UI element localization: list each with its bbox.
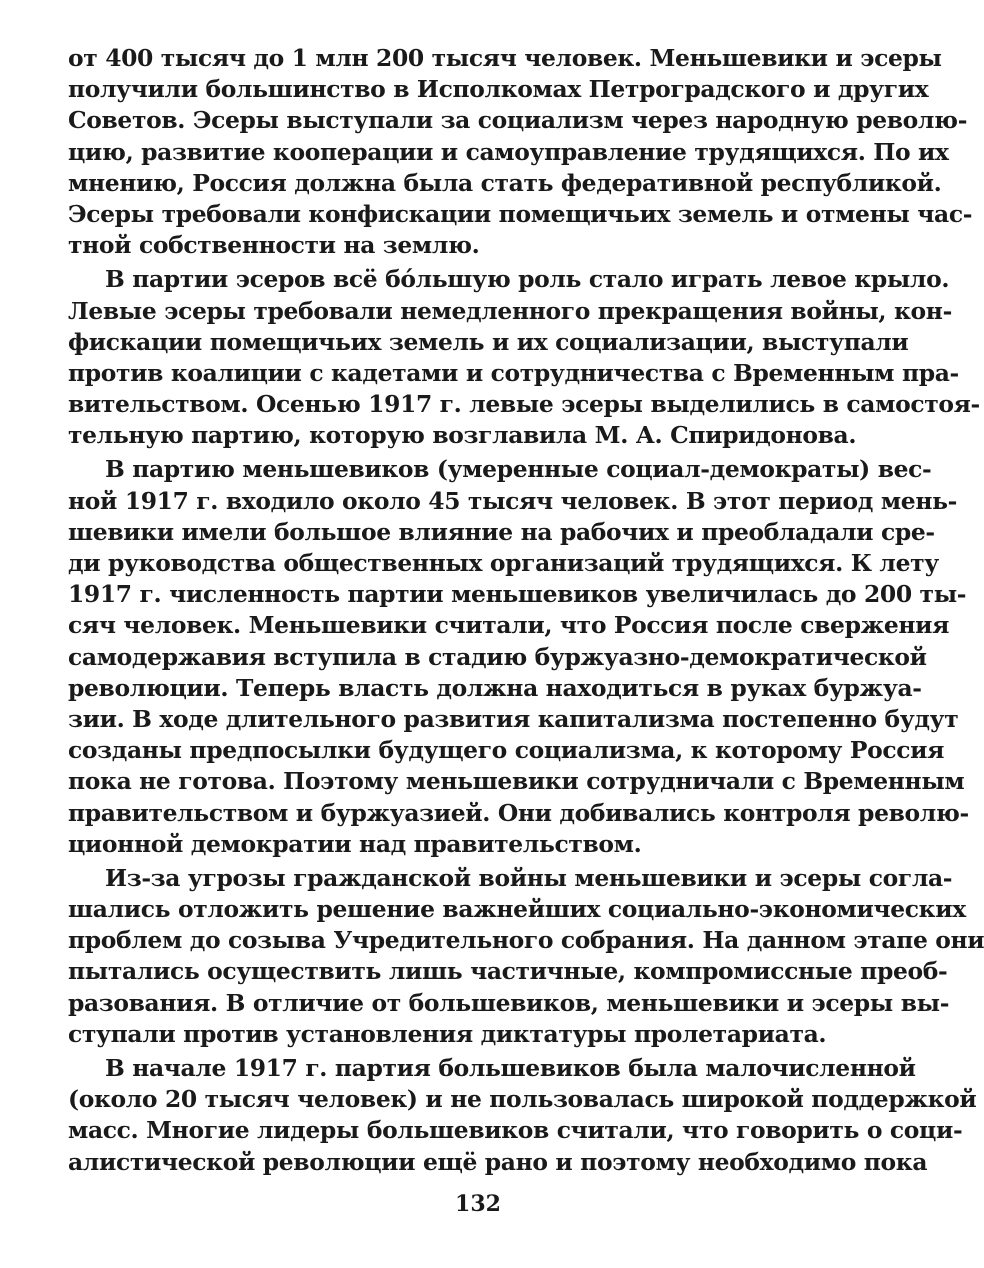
text-line: ной 1917 г. входило около 45 тысяч человек. В этот период мень-	[68, 486, 957, 515]
paragraph-2	[68, 264, 980, 451]
text-line: против коалиции с кадетами и сотрудничества с Временным пра-	[68, 358, 959, 387]
paragraph-5	[68, 1053, 977, 1178]
text-line: сяч человек. Меньшевики считали, что Россия после свержения	[68, 611, 950, 640]
text-line: В начале 1917 г. партия большевиков была малочисленной	[105, 1054, 916, 1082]
text-line: тельную партию, которую возглавила М. А. Спиридонова.	[68, 421, 857, 450]
text-line: мнению, Россия должна была стать федеративной республикой.	[68, 168, 942, 197]
text-line: Эсеры требовали конфискации помещичьих земель и отмены час-	[68, 199, 973, 228]
text-line: получили большинство в Исполкомах Петроградского и других	[68, 75, 929, 104]
text-line: от 400 тысяч до 1 млн 200 тысяч человек. Меньшевики и эсеры	[68, 44, 942, 72]
paragraph-1	[68, 43, 973, 261]
text-line: В партии эсеров всё бо́льшую роль стало играть левое крыло.	[105, 265, 950, 294]
text-line: ди руководства общественных организаций трудящихся. К лету	[68, 549, 939, 577]
text-line: 1917 г. численность партии меньшевиков увеличилась до 200 ты-	[68, 580, 967, 609]
text-line: Из-за угрозы гражданской войны меньшевики и эсеры согла-	[105, 863, 953, 892]
text-line: ционной демократии над правительством.	[68, 829, 642, 858]
page-number: 132	[455, 1191, 501, 1217]
text-line: масс. Многие лидеры большевиков считали, что говорить о соци-	[68, 1116, 963, 1145]
text-line: ступали против установления диктатуры пролетариата.	[68, 1019, 827, 1048]
text-line: Левые эсеры требовали немедленного прекращения войны, кон-	[68, 296, 952, 325]
text-line: цию, развитие кооперации и самоуправление трудящихся. По их	[68, 137, 949, 166]
text-line: самодержавия вступила в стадию буржуазно-демократической	[68, 642, 927, 671]
text-line: шевики имели большое влияние на рабочих и преобладали сре-	[68, 517, 935, 546]
text-line: тной собственности на землю.	[68, 231, 480, 260]
paragraph-3	[68, 454, 969, 859]
text-line: фискации помещичьих земель и их социализации, выступали	[68, 327, 909, 356]
text-line: алистической революции ещё рано и поэтому необходимо пока	[68, 1147, 928, 1176]
text-line: пытались осуществить лишь частичные, компромиссные преоб-	[68, 957, 948, 986]
text-line: вительством. Осенью 1917 г. левые эсеры выделились в самостоя-	[68, 390, 980, 419]
page-body	[68, 43, 984, 1178]
paragraph-4	[68, 863, 984, 1050]
text-line: шались отложить решение важнейших социально-экономических	[68, 895, 966, 924]
text-line: Советов. Эсеры выступали за социализм через народную револю-	[68, 106, 968, 135]
text-line: разования. В отличие от большевиков, меньшевики и эсеры вы-	[68, 988, 950, 1017]
text-line: (около 20 тысяч человек) и не пользовалась широкой поддержкой	[68, 1085, 977, 1114]
text-line: правительством и буржуазией. Они добивались контроля револю-	[68, 798, 969, 827]
text-line: революции. Теперь власть должна находиться в руках буржуа-	[68, 673, 922, 702]
text-line: пока не готова. Поэтому меньшевики сотрудничали с Временным	[68, 767, 965, 796]
text-line: проблем до созыва Учредительного собрания. На данном этапе они	[68, 926, 984, 955]
text-line: зии. В ходе длительного развития капитализма постепенно будут	[68, 704, 959, 733]
text-line: созданы предпосылки будущего социализма, к которому Россия	[68, 736, 945, 765]
text-line: В партию меньшевиков (умеренные социал-демократы) вес-	[105, 455, 932, 484]
